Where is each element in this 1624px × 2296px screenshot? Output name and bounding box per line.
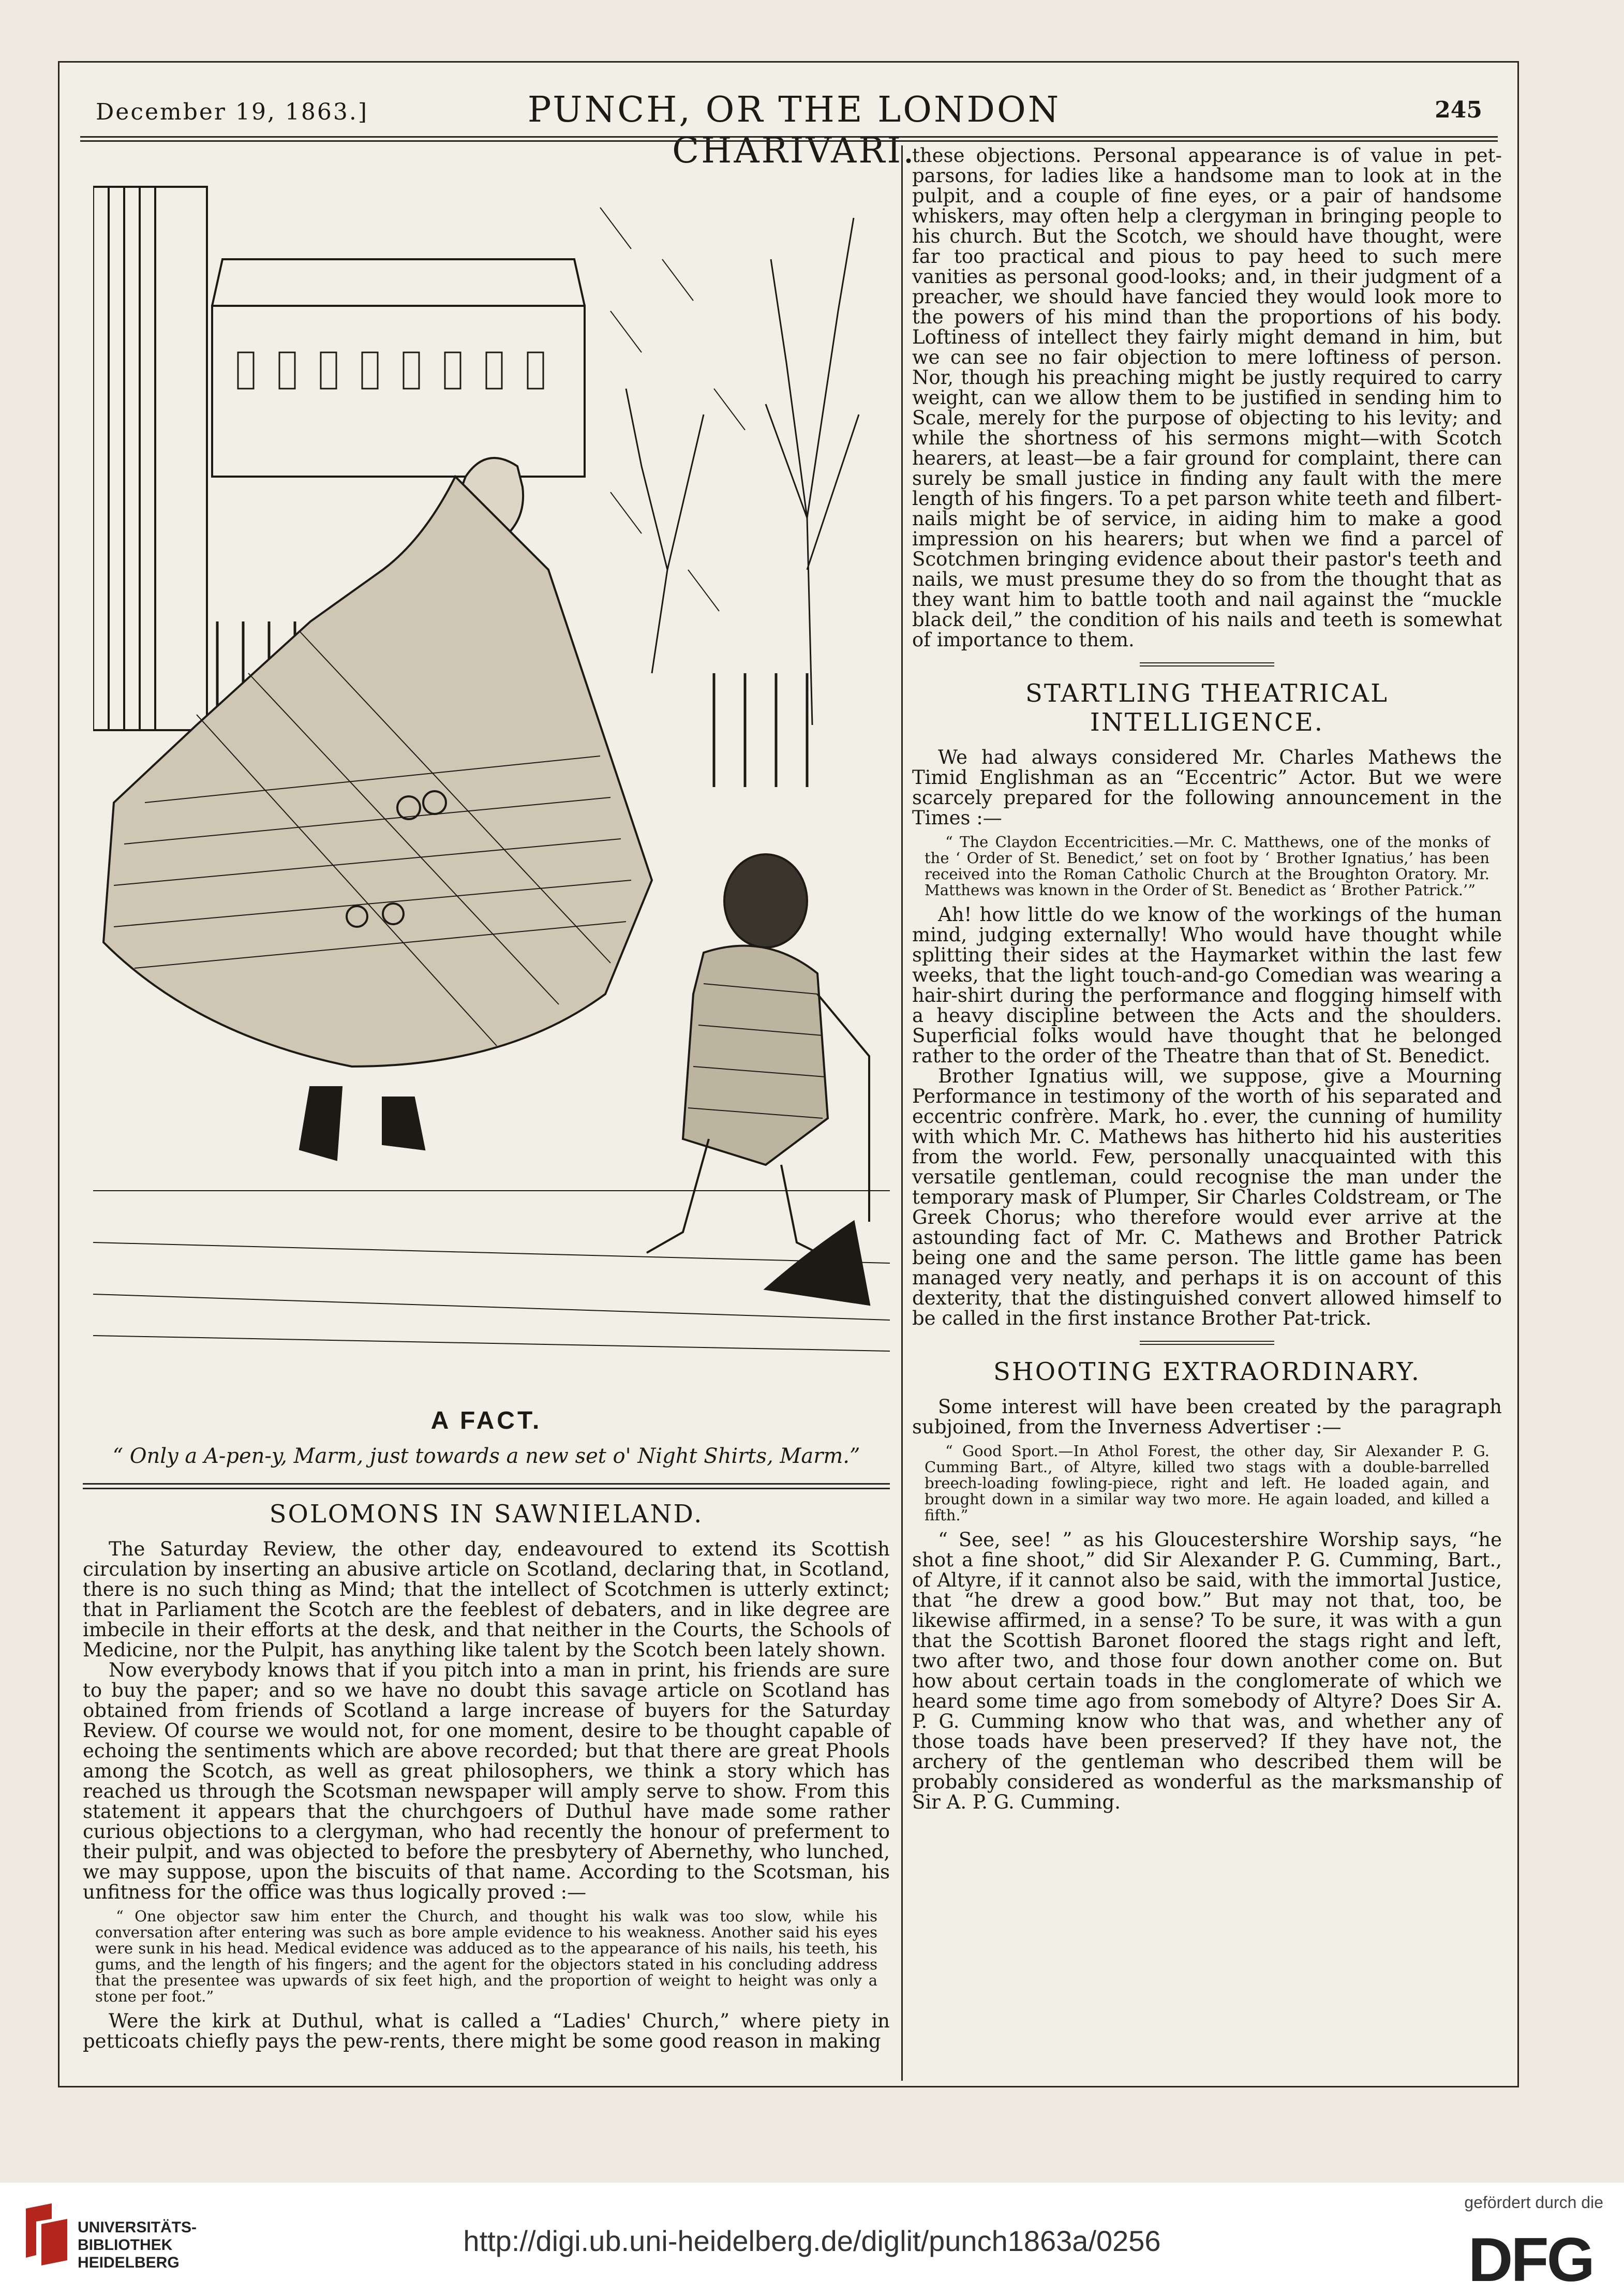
article-heading: SHOOTING EXTRAORDINARY. (993, 1357, 1421, 1386)
section-divider (1140, 662, 1274, 666)
section-rule (83, 1488, 890, 1489)
article-paragraph: The Saturday Review, the other day, endeavoured to extend its Scottish circulation by inserting an abusive article on Scotland, declaring that, in Scotland, there is no such thing as Mind; that the intellect of Scotchmen is utterly extinct; that in Parliament the Scotch are the feeblest of debaters, and in like degree are imbecile in their efforts at the desk, and that neither in the Courts, the Schools of Medicine, nor the Pulpit, has anything like talent by the Scotch been lately shown. (83, 1538, 890, 1661)
masthead: PUNCH, OR THE LONDON CHARIVARI. (527, 90, 1061, 171)
solomons-article (83, 1483, 890, 2051)
article-paragraph: We had always considered Mr. Charles Mathews the Timid Englishman as an “Eccentric” Actor. But we were scarcely prepared for the following announcement in the Times :— (912, 746, 1502, 829)
right-column (912, 145, 1502, 2081)
cartoon-title: A FACT. (430, 1407, 542, 1434)
article-heading: STARTLING THEATRICAL INTELLIGENCE. (1025, 679, 1389, 737)
page-header (96, 90, 1524, 171)
column-divider (901, 145, 903, 2081)
viewer-footer (0, 2183, 1624, 2296)
boy-figure (647, 854, 869, 1305)
article-paragraph: Now everybody knows that if you pitch into a man in print, his friends are sure to buy the paper; and so we have no doubt this savage article on Scotland has obtained from friends of Scotland a large increase of buyers for the Saturday Review. Of course we would not, for one moment, desire to be thought capable of echoing the sentiments which are above recorded; but that there are great Phools among the Scotch, as well as great philosophers, we think a story which has reached us through the Scotsman newspaper will amply serve to show. From this statement it appears that the churchgoers of Duthul have made some rather curious objections to a clergyman, who had recently the honour of preferment to their pulpit, and was objected to before the presbytery of Abernethy, who lunched, we may suppose, upon the biscuits of that name. According to the Scotsman, his unfitness for the office was thus logically proved :— (83, 1659, 890, 1903)
article-paragraph: Were the kirk at Duthul, what is called a “Ladies' Church,” where piety in petticoats chiefly pays the pew-rents, there might be some good reason in making (83, 2010, 890, 2052)
article-quote: “ Good Sport.—In Athol Forest, the other day, Sir Alexander P. G. Cumming Bart., of Altyre, killed two stags with a double-barrelled breech-loading fowling-piece, right and left. He loaded again, and brought down in a similar way two more. He again loaded, and killed a fifth.” (925, 1442, 1489, 1524)
header-rule (80, 136, 1498, 138)
article-quote: “ The Claydon Eccentricities.—Mr. C. Matthews, one of the monks of the ‘ Order of St. Benedict,’ set on foot by ‘ Brother Ignatius,’ has been received into the Roman Catholic Church at the Broughton Oratory. Mr. Matthews was known in the Order of St. Benedict as ‘ Brother Patrick.’” (925, 833, 1489, 899)
article-heading: SOLOMONS IN SAWNIELAND. (269, 1500, 704, 1529)
source-url-link[interactable]: http://digi.ub.uni-heidelberg.de/diglit/punch1863a/0256 (463, 2225, 1161, 2257)
left-column (83, 145, 890, 2081)
issue-date: December 19, 1863.] (96, 99, 369, 125)
header-rule-2 (80, 140, 1498, 142)
article-paragraph: Some interest will have been created by the paragraph subjoined, from the Inverness Advertiser :— (912, 1396, 1502, 1438)
article-continuation: these objections. Personal appearance is of value in pet-parsons, for ladies like a handsome man to look at in the pulpit, and a couple of fine eyes, or a pair of handsome whiskers, may often help a clergyman in bringing people to his church. But the Scotch, we should have thought, were far too practical and pious to pay heed to such mere vanities as personal good-looks; and, in their judgment of a preacher, we should have fancied they would look more to the powers of his mind than the proportions of his body. Loftiness of intellect they fairly might demand in him, but we can see no fair objection to mere loftiness of person. Nor, though his preaching might be justly required to carry weight, can we allow them to be justified in sending him to Scale, merely for the purpose of objecting to his levity; and while the shortness of his sermons might—with Scotch hearers, at least—be a fair ground for complaint, there can surely be small justice in finding any fault with the mere length of his fingers. To a pet parson white teeth and filbert-nails might be of service, in aiding him to make a good impression on his hearers; but when we find a parcel of Scotchmen bringing evidence about their pastor's teeth and nails, we must presume they do so from the thought that as they want him to battle tooth and nail against the “muckle black deil,” the condition of his nails and teeth is somewhat of importance to them. (912, 144, 1502, 651)
article-paragraph: “ See, see! ” as his Gloucestershire Worship says, “he shot a fine shoot,” did Sir Alexander P. G. Cumming, Bart., of Altyre, if it cannot also be said, with the immortal Justice, that “he drew a good bow.” But may not that, too, be likewise affirmed, in a sense? To be sure, it was with a gun that the Scottish Baronet floored the stags right and left, two after two, and those four down another come on. But how about certain toads in the conglomerate of which we heard some time ago from somebody of Altyre? Does Sir A. P. G. Cumming know who that was, and whether any of those toads have been preserved? If they have not, the archery of the gentleman who described them will be probably considered as wonderful as the marksmanship of Sir A. P. G. Cumming. (912, 1529, 1502, 1813)
section-divider (1140, 1341, 1274, 1345)
newspaper-page (58, 61, 1519, 2087)
library-name: UNIVERSITÄTS- BIBLIOTHEK HEIDELBERG (78, 2219, 197, 2271)
article-quote: “ One objector saw him enter the Church, and thought his walk was too slow, while his conversation after entering was such as bore ample evidence to his weakness. Another said his eyes were sunk in his head. Medical evidence was adduced as to the appearance of his nails, his teeth, his gums, and the length of his fingers; and the agent for the objectors stated in his concluding address that the presentee was upwards of six feet high, and the proportion of weight to height was only a stone per foot.” (95, 1907, 877, 2005)
page-number: 245 (1435, 97, 1482, 123)
article-paragraph: Brother Ignatius will, we suppose, give a Mourning Performance in testimony of the worth of his separated and eccentric confrère. Mark, ho . ever, the cunning of humility with which Mr. C. Mathews has hitherto hid his austerities from the world. Few, personally unacquainted with this versatile gentleman, could recognise the man under the temporary mask of Plumper, Sir Charles Coldstream, or The Greek Chorus; who therefore would ever arrive at the astounding fact of Mr. C. Mathews and Brother Patrick being one and the same person. The little game has been managed very neatly, and perhaps it is on account of this dexterity, that the distinguished convert allowed himself to be called in the first instance Brother Pat-trick. (912, 1065, 1502, 1329)
dfg-logo: DFG (1468, 2225, 1593, 2294)
article-paragraph: Ah! how little do we know of the workings of the human mind, judging externally! Who would have thought while splitting their sides at the Haymarket within the last few weeks, that the light touch-and-go Comedian was wearing a hair-shirt during the performance and flogging himself with a heavy discipline between the Acts and the shoulders. Superficial folks would have thought that he belonged rather to the order of the Theatre than that of St. Benedict. (912, 903, 1502, 1067)
lady-figure (103, 458, 652, 1160)
cartoon-illustration (93, 156, 890, 1418)
building-background (212, 259, 585, 477)
cartoon-caption: “ Only a A-pen-y, Marm, just towards a new set o' Night Shirts, Marm.” (112, 1444, 860, 1468)
funding-note: gefördert durch die (1464, 2193, 1603, 2212)
section-rule (83, 1483, 890, 1485)
